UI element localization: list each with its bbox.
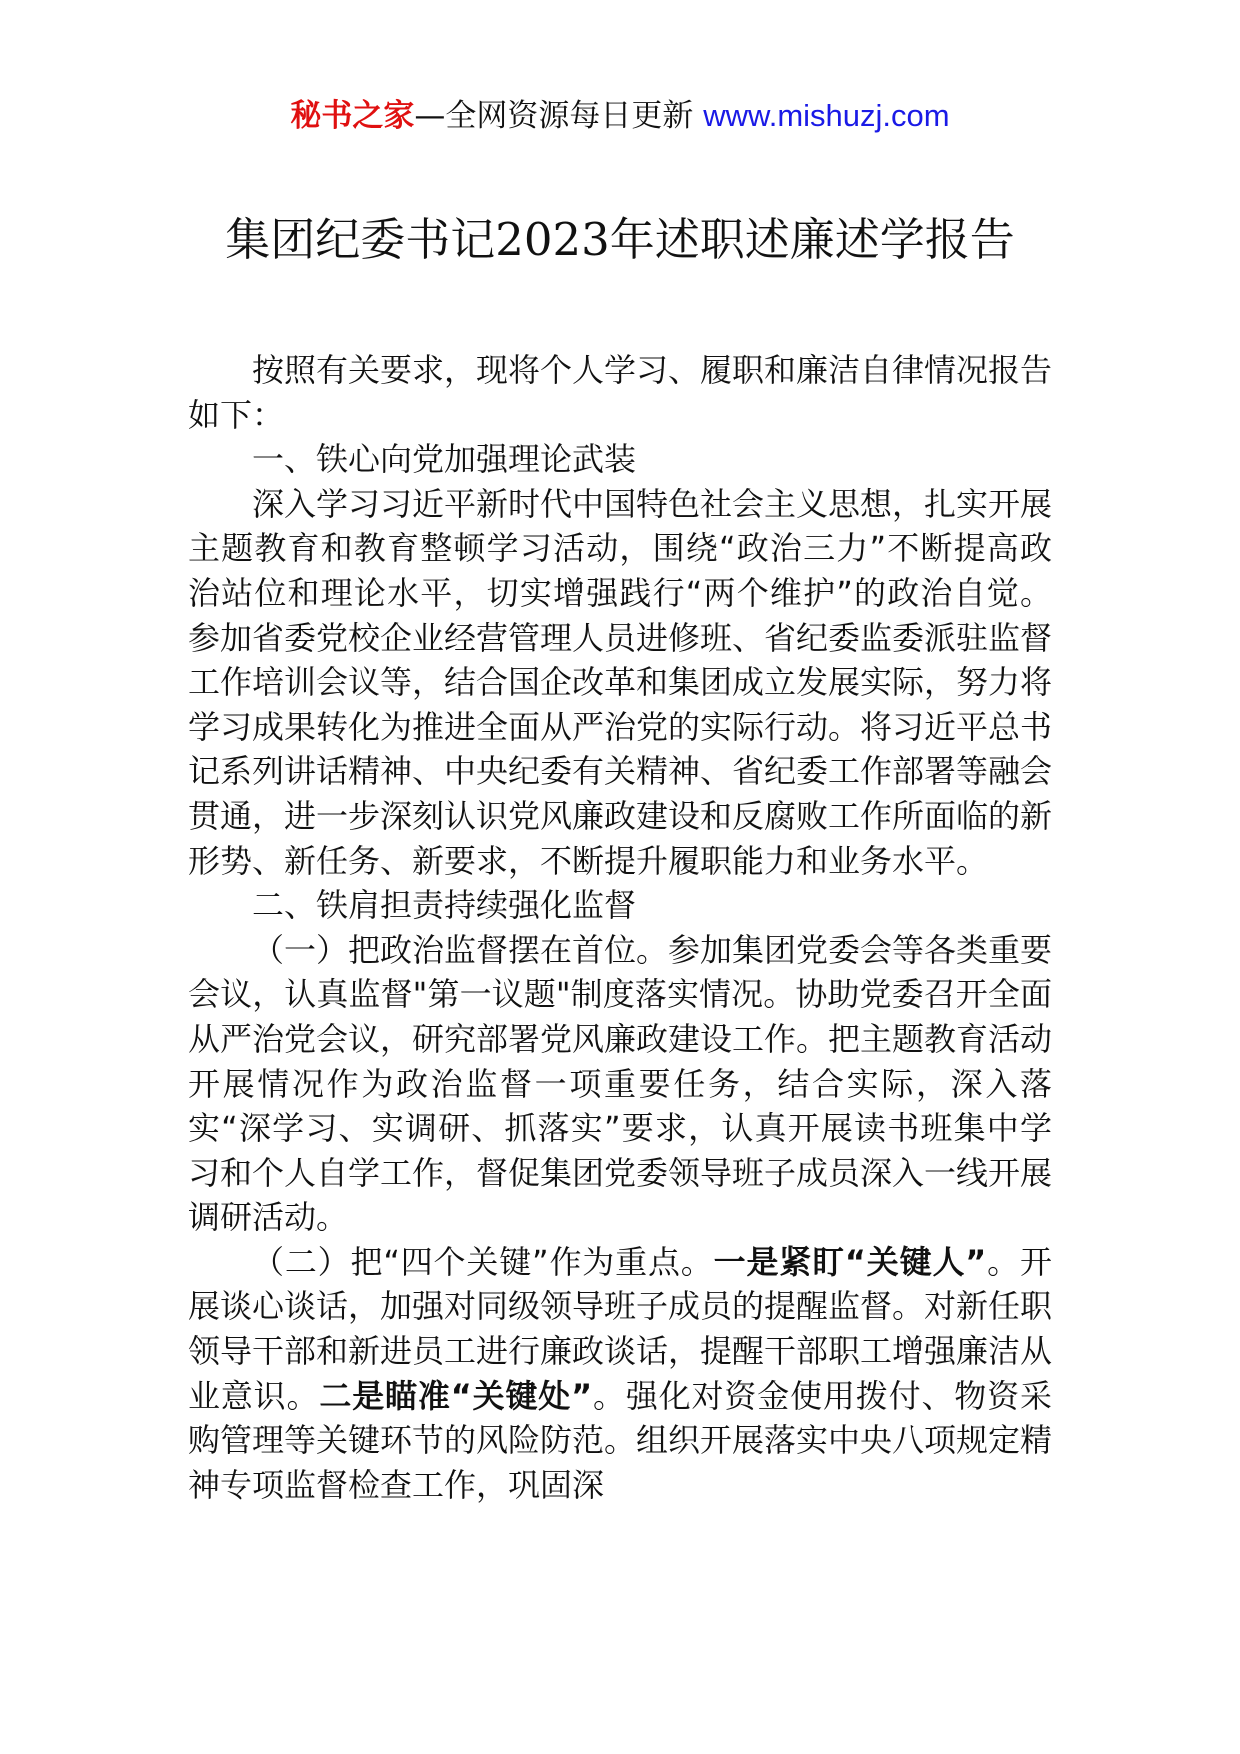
section-2-paragraph-1: （一）把政治监督摆在首位。参加集团党委会等各类重要会议，认真监督"第一议题"制度落实情况。协助党委召开全面从严治党会议，研究部署党风廉政建设工作。把主题教育活动开展情况作为政治监督一项重要任务，结合实际，深入落实“深学习、实调研、抓落实”要求，认真开展读书班集中学习和个人自学工作，督促集团党委领导班子成员深入一线开展调研活动。 [188, 930, 1053, 1237]
paragraph-text: 。强化对资金使用拨付、物资采购管理等关键环节的风险防范。组织开展落实中央八项规定精神专项监督检查工作，巩固深 [188, 1376, 1053, 1504]
document-title: 集团纪委书记2023年述职述廉述学报告 [225, 213, 1015, 266]
key-point-2: 二是瞄准“关键处” [319, 1376, 593, 1415]
section-heading-2: 二、铁肩担责持续强化监督 [252, 886, 637, 925]
intro-paragraph: 按照有关要求，现将个人学习、履职和廉洁自律情况报告如下： [188, 351, 1053, 434]
site-tagline: —全网资源每日更新 [414, 98, 704, 134]
paragraph-text: 。开展谈心谈话，加强对同级领导班子成员的提醒监督。对新任职领导干部和新进员工进行廉政谈话，提醒干部职工增强廉洁从业意识。 [188, 1242, 1053, 1415]
key-point-1: 一是紧盯“关键人” [713, 1242, 987, 1281]
document-body [188, 348, 1052, 1507]
section-2-paragraph-2 [188, 1240, 1052, 1508]
site-header [0, 96, 1240, 136]
section-1-paragraph: 深入学习习近平新时代中国特色社会主义思想，扎实开展主题教育和教育整顿学习活动，围绕“政治三力”不断提高政治站位和理论水平，切实增强践行“两个维护”的政治自觉。参加省委党校企业经营管理人员进修班、省纪委监委派驻监督工作培训会议等，结合国企改革和集团成立发展实际，努力将学习成果转化为推进全面从严治党的实际行动。将习近平总书记系列讲话精神、中央纪委有关精神、省纪委工作部署等融会贯通，进一步深刻认识党风廉政建设和反腐败工作所面临的新形势、新任务、新要求，不断提升履职能力和业务水平。 [188, 484, 1053, 880]
site-url-link[interactable]: www.mishuzj.com [703, 98, 950, 133]
paragraph-lead: （二）把“四个关键”作为重点。 [252, 1242, 714, 1281]
section-heading-1: 一、铁心向党加强理论武装 [252, 440, 637, 479]
site-brand: 秘书之家 [290, 98, 415, 134]
